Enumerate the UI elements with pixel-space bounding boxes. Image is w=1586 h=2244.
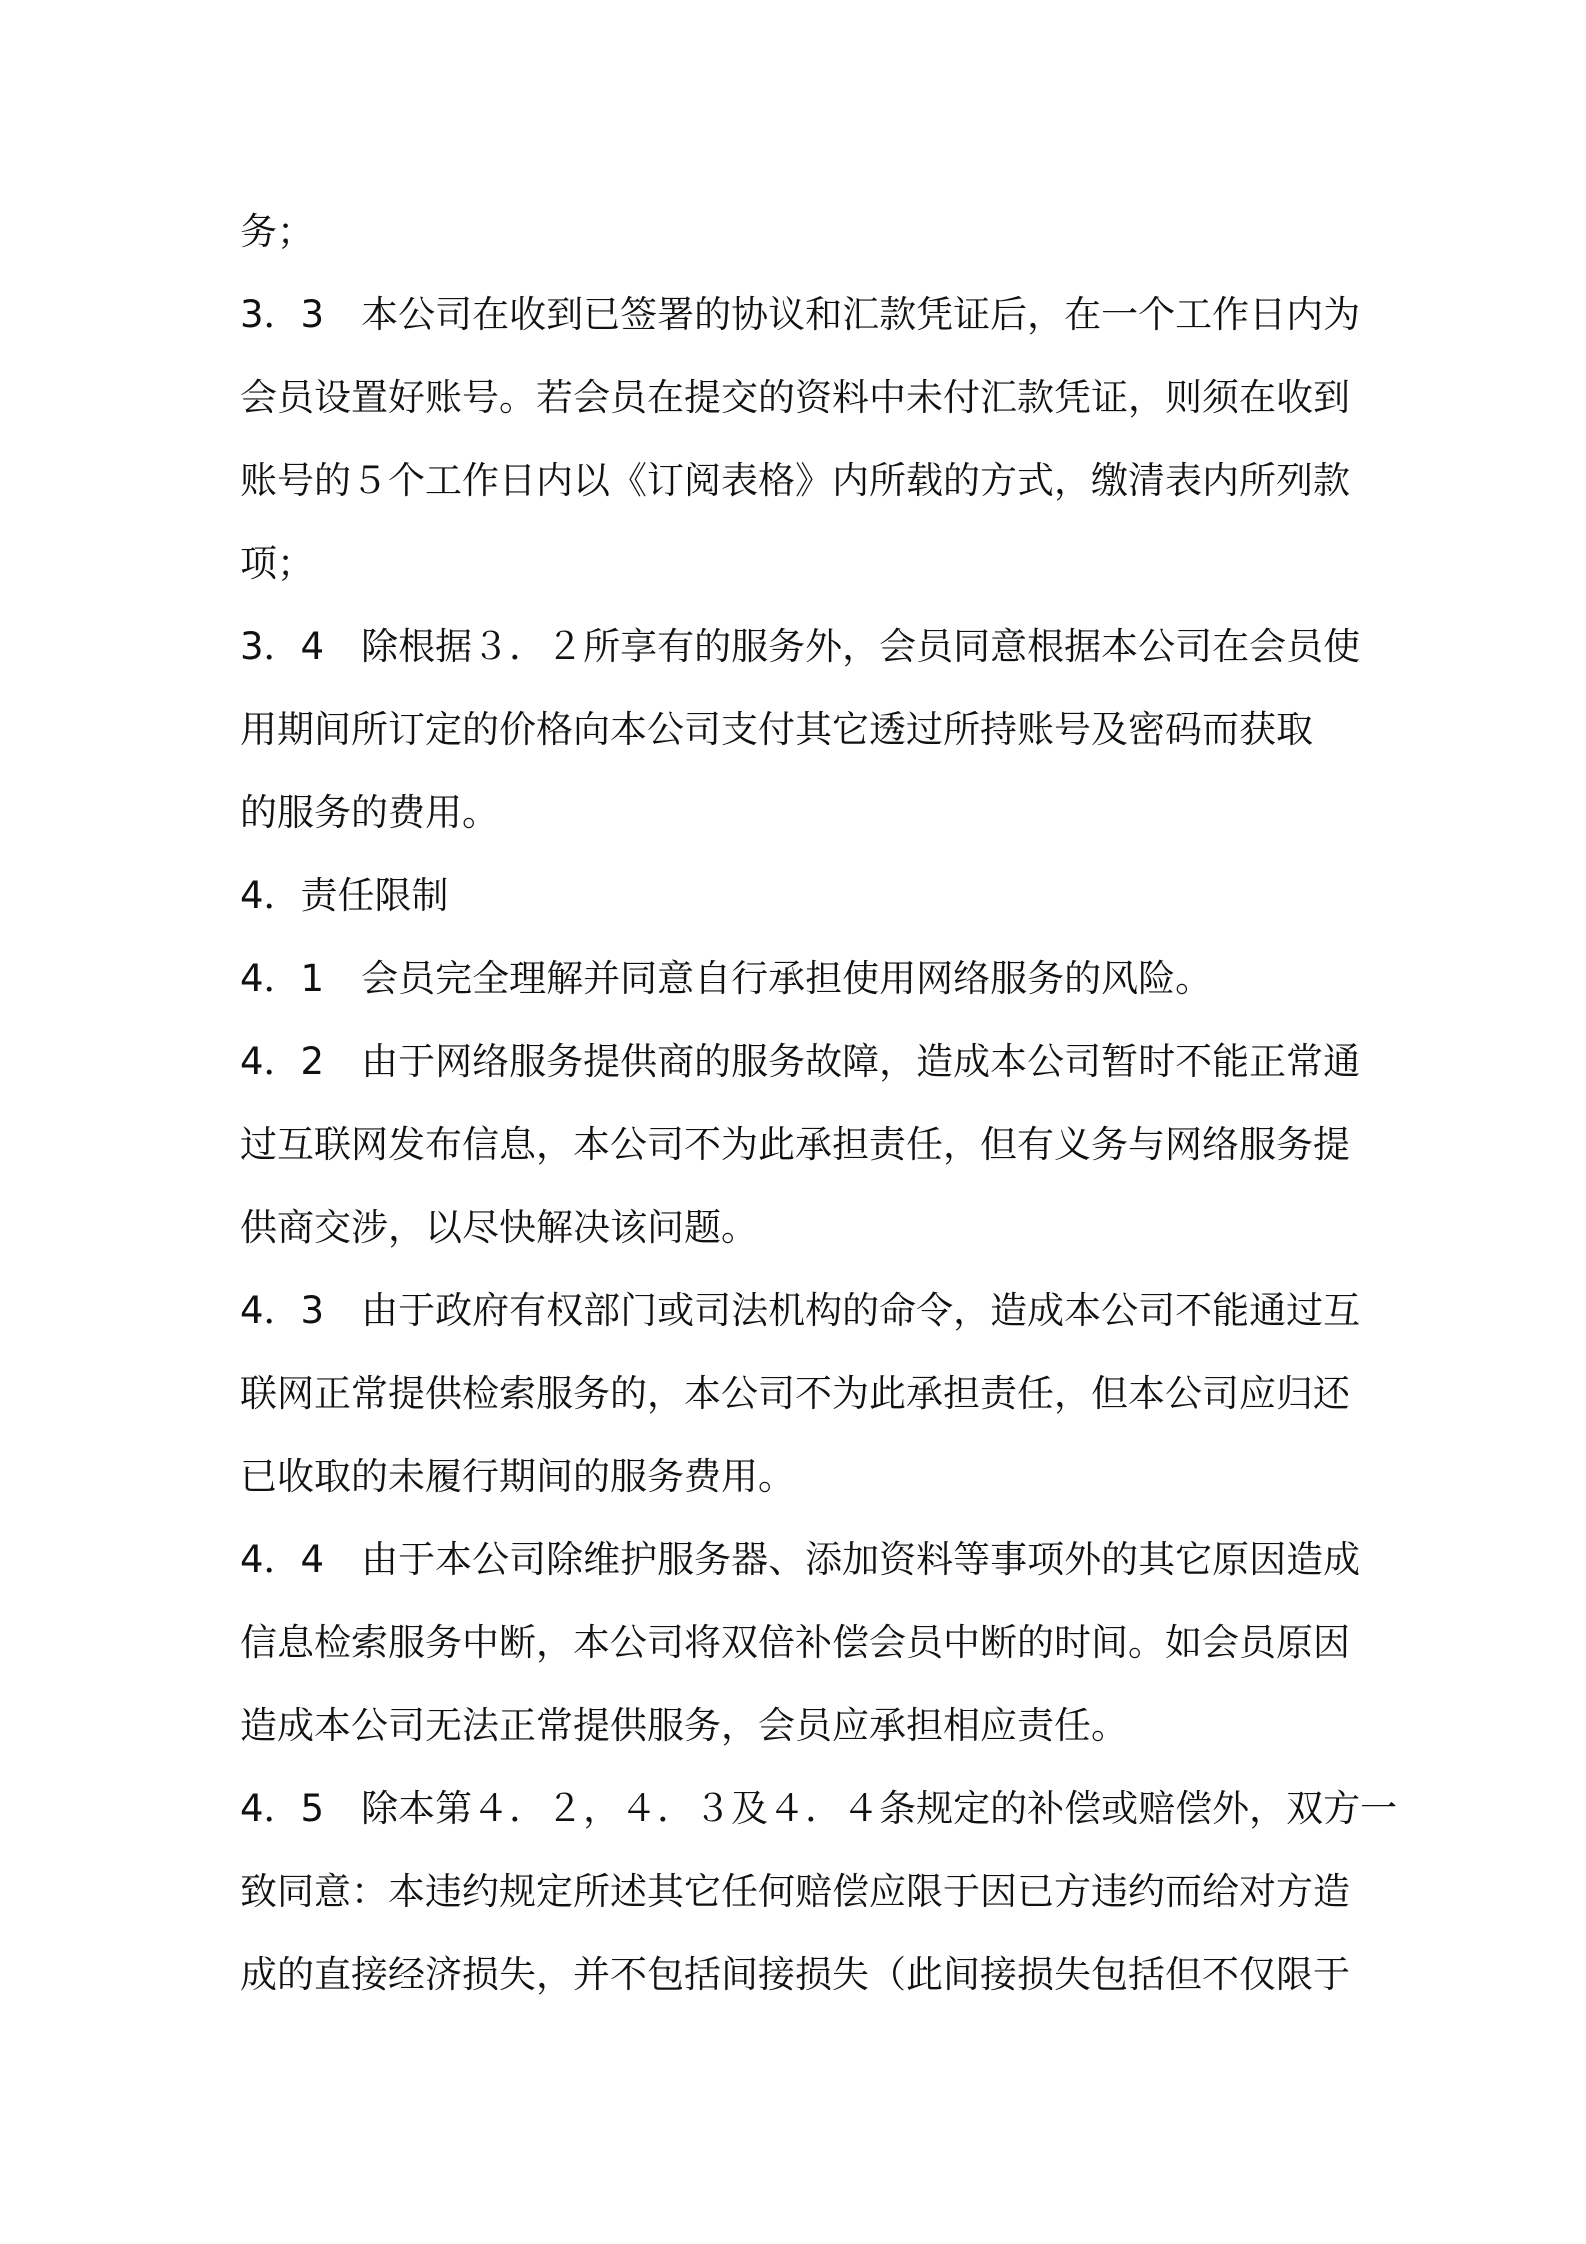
text-line: 3．3 本公司在收到已签署的协议和汇款凭证后，在一个工作日内为: [240, 293, 1361, 336]
text-line: 项；: [240, 542, 314, 585]
section-heading: 4．责任限制: [240, 874, 449, 917]
text-line: 4．2 由于网络服务提供商的服务故障，造成本公司暂时不能正常通: [240, 1040, 1361, 1083]
text-line: 联网正常提供检索服务的，本公司不为此承担责任，但本公司应归还: [240, 1372, 1350, 1415]
text-line: 信息检索服务中断，本公司将双倍补偿会员中断的时间。如会员原因: [240, 1621, 1350, 1664]
text-line: 4．3 由于政府有权部门或司法机构的命令，造成本公司不能通过互: [240, 1289, 1361, 1332]
text-line: 致同意：本违约规定所述其它任何赔偿应限于因已方违约而给对方造: [240, 1870, 1350, 1913]
text-line: 成的直接经济损失，并不包括间接损失（此间接损失包括但不仅限于: [240, 1953, 1350, 1996]
document-body: [240, 190, 1398, 2016]
text-line: 过互联网发布信息，本公司不为此承担责任，但有义务与网络服务提: [240, 1123, 1350, 1166]
text-line: 4．1 会员完全理解并同意自行承担使用网络服务的风险。: [240, 957, 1213, 1000]
text-line: 用期间所订定的价格向本公司支付其它透过所持账号及密码而获取: [240, 708, 1313, 751]
text-line: 4．5 除本第４．２，４．３及４．４条规定的补偿或赔偿外，双方一: [240, 1787, 1398, 1830]
text-line: 供商交涉，以尽快解决该问题。: [240, 1206, 758, 1249]
text-line: 会员设置好账号。若会员在提交的资料中未付汇款凭证，则须在收到: [240, 376, 1350, 419]
text-line: 的服务的费用。: [240, 791, 499, 834]
text-line: 4．4 由于本公司除维护服务器、添加资料等事项外的其它原因造成: [240, 1538, 1361, 1581]
text-line: 账号的５个工作日内以《订阅表格》内所载的方式，缴清表内所列款: [240, 459, 1350, 502]
text-line: 造成本公司无法正常提供服务，会员应承担相应责任。: [240, 1704, 1128, 1747]
text-line: 已收取的未履行期间的服务费用。: [240, 1455, 795, 1498]
text-line: 务；: [240, 210, 314, 253]
text-line: 3．4 除根据３．２所享有的服务外，会员同意根据本公司在会员使: [240, 625, 1361, 668]
